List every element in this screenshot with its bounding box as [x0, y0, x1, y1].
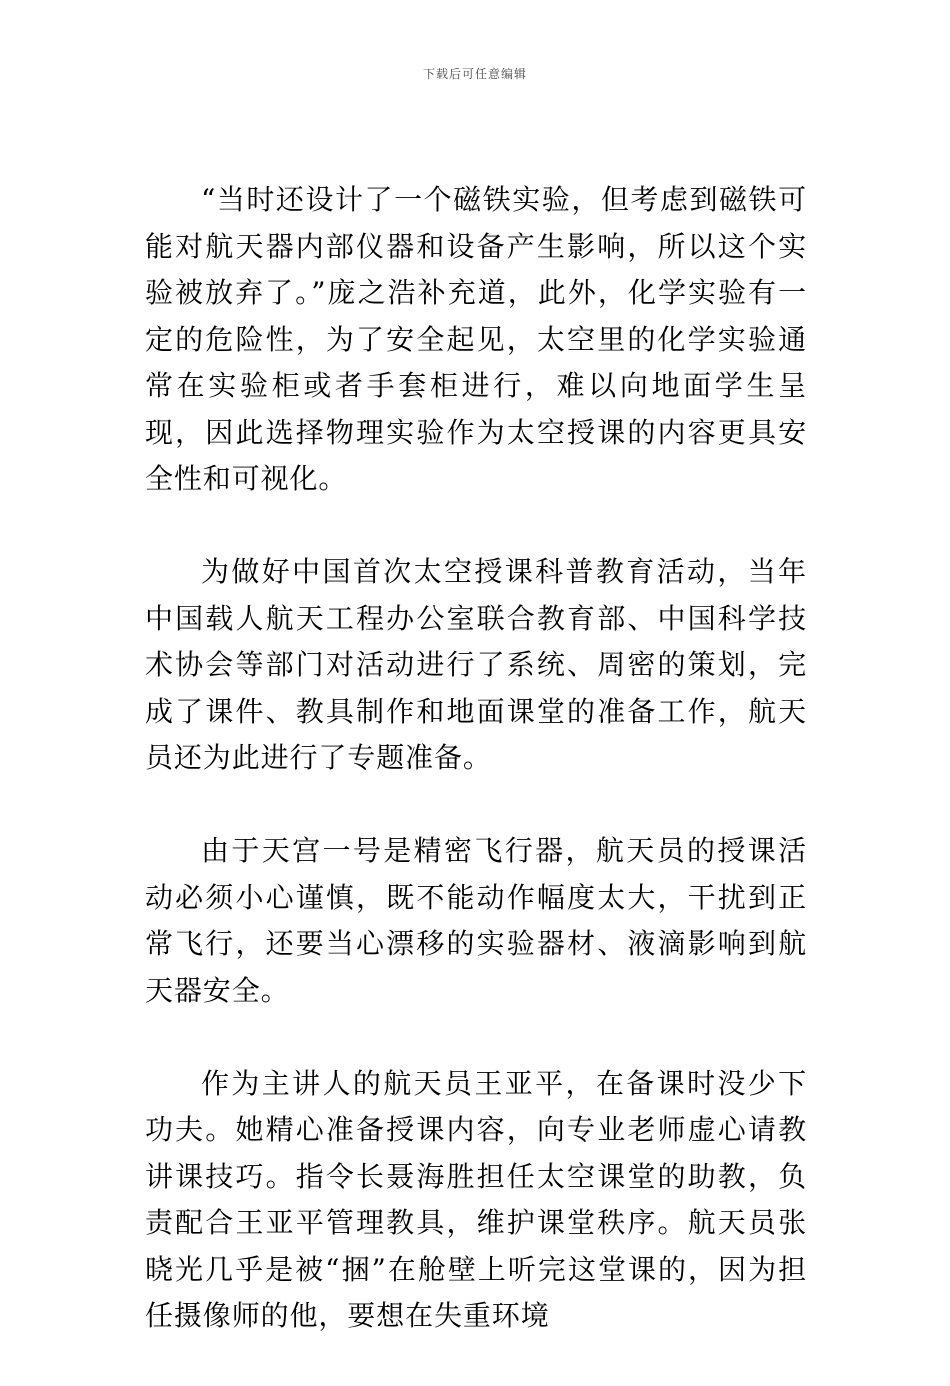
paragraph: 由于天宫一号是精密飞行器，航天员的授课活动必须小心谨慎，既不能动作幅度太大，干扰到正常飞行，还要当心漂移的实验器材、液滴影响到航天器安全。	[145, 834, 807, 1007]
paragraph: 为做好中国首次太空授课科普教育活动，当年中国载人航天工程办公室联合教育部、中国科学技术协会等部门对活动进行了系统、周密的策划，完成了课件、教具制作和地面课堂的准备工作，航天员还为此进行了专题准备。	[145, 555, 807, 774]
page-header-note: 下载后可任意编辑	[422, 67, 527, 81]
document-body	[145, 177, 807, 1386]
paragraph: 作为主讲人的航天员王亚平，在备课时没少下功夫。她精心准备授课内容，向专业老师虚心请教讲课技巧。指令长聂海胜担任太空课堂的助教，负责配合王亚平管理教具，维护课堂秩序。航天员张晓光几乎是被“捆”在舱壁上听完这堂课的，因为担任摄像师的他，要想在失重环境	[145, 1066, 807, 1332]
paragraph: “当时还设计了一个磁铁实验，但考虑到磁铁可能对航天器内部仪器和设备产生影响，所以这个实验被放弃了。”庞之浩补充道，此外，化学实验有一定的危险性，为了安全起见，太空里的化学实验通常在实验柜或者手套柜进行，难以向地面学生呈现，因此选择物理实验作为太空授课的内容更具安全性和可视化。	[145, 183, 807, 495]
